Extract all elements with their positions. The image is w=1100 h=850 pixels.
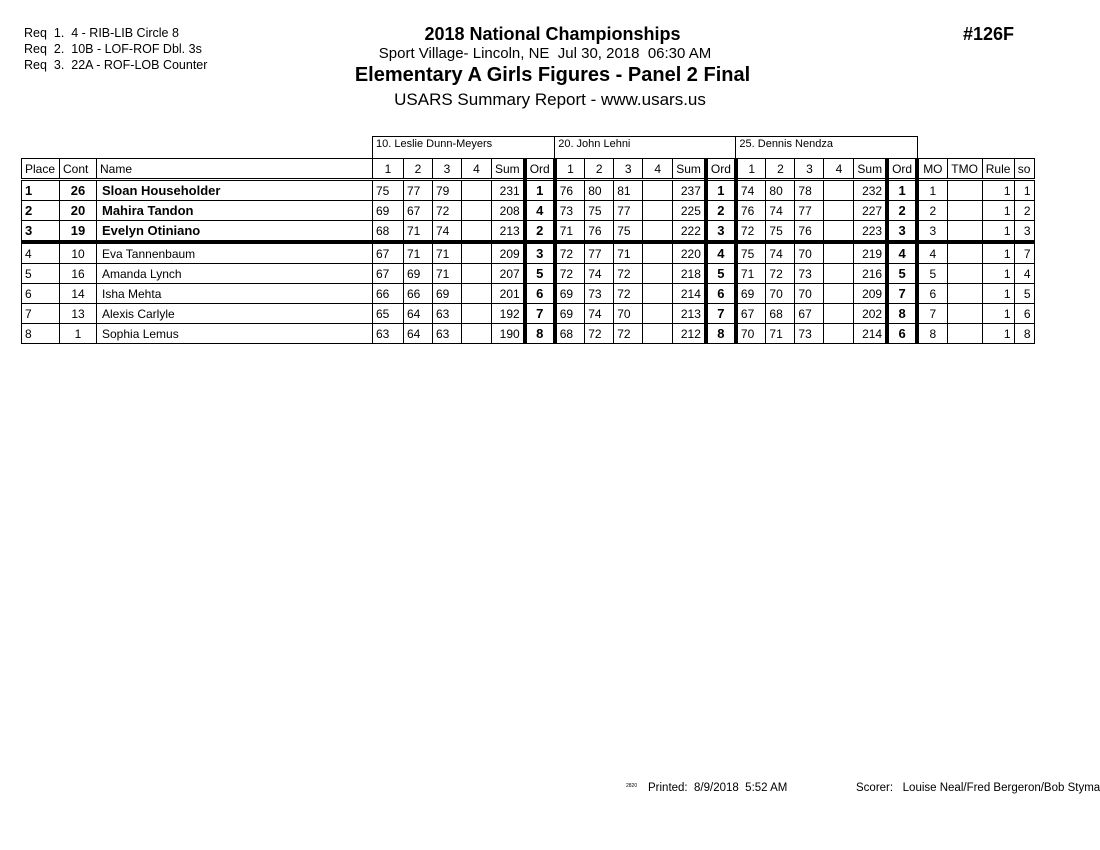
ordinal-cell: 6 — [525, 284, 555, 304]
place-cell: 4 — [22, 242, 60, 264]
score-cell: 74 — [766, 242, 795, 264]
name-cell: Isha Mehta — [97, 284, 373, 304]
score-cell: 80 — [766, 180, 795, 201]
score-cell: 63 — [373, 324, 404, 344]
score-cell: 71 — [433, 264, 462, 284]
place-cell: 7 — [22, 304, 60, 324]
scorer-names: Scorer: Louise Neal/Fred Bergeron/Bob Styma — [856, 782, 1100, 794]
score-cell — [462, 324, 492, 344]
ordinal-cell: 4 — [887, 242, 917, 264]
results-table — [21, 136, 1035, 344]
table-row — [22, 264, 1035, 284]
col-j1-ord: Ord — [525, 159, 555, 180]
judge-header-row — [22, 137, 1035, 159]
score-cell: 73 — [795, 324, 824, 344]
score-cell: 64 — [404, 324, 433, 344]
score-cell: 81 — [614, 180, 643, 201]
ordinal-cell: 1 — [887, 180, 917, 201]
ordinal-cell: 5 — [706, 264, 736, 284]
table-row — [22, 201, 1035, 221]
tmo-cell — [947, 264, 982, 284]
score-cell: 76 — [736, 201, 766, 221]
table-row — [22, 324, 1035, 344]
rule-cell: 1 — [982, 201, 1014, 221]
requirement-1: Req 1. 4 - RIB-LIB Circle 8 — [24, 26, 179, 40]
score-cell — [643, 324, 673, 344]
mo-cell: 1 — [917, 180, 947, 201]
ordinal-cell: 2 — [887, 201, 917, 221]
cont-cell: 1 — [60, 324, 97, 344]
col-j3-3: 3 — [795, 159, 824, 180]
col-cont: Cont — [60, 159, 97, 180]
score-cell: 77 — [614, 201, 643, 221]
ordinal-cell: 4 — [706, 242, 736, 264]
sum-cell: 192 — [492, 304, 525, 324]
report-subtitle: USARS Summary Report - www.usars.us — [394, 90, 706, 109]
col-rule: Rule — [982, 159, 1014, 180]
ordinal-cell: 1 — [525, 180, 555, 201]
score-cell: 76 — [555, 180, 585, 201]
col-j3-sum: Sum — [854, 159, 887, 180]
mo-cell: 6 — [917, 284, 947, 304]
so-cell: 3 — [1014, 221, 1034, 243]
score-cell — [643, 284, 673, 304]
col-mo: MO — [917, 159, 947, 180]
score-cell: 70 — [736, 324, 766, 344]
score-cell — [643, 221, 673, 243]
ordinal-cell: 8 — [525, 324, 555, 344]
table-row — [22, 304, 1035, 324]
tmo-cell — [947, 180, 982, 201]
sum-cell: 212 — [673, 324, 706, 344]
table-row — [22, 221, 1035, 243]
score-cell — [462, 304, 492, 324]
sum-cell: 220 — [673, 242, 706, 264]
rule-cell: 1 — [982, 242, 1014, 264]
col-j2-ord: Ord — [706, 159, 736, 180]
ordinal-cell: 3 — [706, 221, 736, 243]
rule-cell: 1 — [982, 304, 1014, 324]
cont-cell: 19 — [60, 221, 97, 243]
score-cell: 76 — [585, 221, 614, 243]
score-cell: 74 — [766, 201, 795, 221]
col-j2-3: 3 — [614, 159, 643, 180]
name-cell: Eva Tannenbaum — [97, 242, 373, 264]
col-j1-3: 3 — [433, 159, 462, 180]
tmo-cell — [947, 221, 982, 243]
col-j1-2: 2 — [404, 159, 433, 180]
score-cell — [824, 180, 854, 201]
score-cell: 70 — [614, 304, 643, 324]
competition-title: 2018 National Championships — [424, 24, 681, 44]
score-cell — [824, 284, 854, 304]
score-cell — [462, 284, 492, 304]
sum-cell: 214 — [673, 284, 706, 304]
col-j2-sum: Sum — [673, 159, 706, 180]
so-cell: 2 — [1014, 201, 1034, 221]
col-j1-4: 4 — [462, 159, 492, 180]
col-place: Place — [22, 159, 60, 180]
so-cell: 5 — [1014, 284, 1034, 304]
col-j3-ord: Ord — [887, 159, 917, 180]
score-cell: 78 — [795, 180, 824, 201]
sum-cell: 208 — [492, 201, 525, 221]
score-cell — [462, 221, 492, 243]
score-cell: 67 — [373, 242, 404, 264]
place-cell: 2 — [22, 201, 60, 221]
so-cell: 4 — [1014, 264, 1034, 284]
col-j2-1: 1 — [555, 159, 585, 180]
score-cell: 72 — [766, 264, 795, 284]
sum-cell: 201 — [492, 284, 525, 304]
judge-2-header: 20. John Lehni — [555, 137, 736, 159]
cont-cell: 14 — [60, 284, 97, 304]
ordinal-cell: 4 — [525, 201, 555, 221]
score-cell — [462, 264, 492, 284]
score-cell: 69 — [736, 284, 766, 304]
score-cell: 68 — [766, 304, 795, 324]
score-cell — [643, 242, 673, 264]
venue-date-line: Sport Village- Lincoln, NE Jul 30, 2018 06:30 AM — [378, 45, 712, 62]
score-cell: 80 — [585, 180, 614, 201]
score-cell: 72 — [555, 242, 585, 264]
ordinal-cell: 8 — [706, 324, 736, 344]
name-cell: Mahira Tandon — [97, 201, 373, 221]
sum-cell: 231 — [492, 180, 525, 201]
col-j3-4: 4 — [824, 159, 854, 180]
tmo-cell — [947, 324, 982, 344]
rule-cell: 1 — [982, 180, 1014, 201]
ordinal-cell: 1 — [706, 180, 736, 201]
ordinal-cell: 5 — [525, 264, 555, 284]
score-cell: 72 — [433, 201, 462, 221]
score-cell: 74 — [585, 304, 614, 324]
score-cell: 72 — [585, 324, 614, 344]
score-cell: 71 — [404, 242, 433, 264]
score-cell: 77 — [585, 242, 614, 264]
col-so: so — [1014, 159, 1034, 180]
col-j3-2: 2 — [766, 159, 795, 180]
sum-cell: 213 — [673, 304, 706, 324]
sum-cell: 190 — [492, 324, 525, 344]
score-cell: 71 — [404, 221, 433, 243]
place-cell: 1 — [22, 180, 60, 201]
score-cell: 72 — [614, 324, 643, 344]
score-cell: 70 — [766, 284, 795, 304]
table-row — [22, 180, 1035, 201]
printed-timestamp: Printed: 8/9/2018 5:52 AM — [648, 782, 788, 794]
score-cell: 66 — [373, 284, 404, 304]
score-cell: 73 — [795, 264, 824, 284]
score-cell — [643, 304, 673, 324]
name-cell: Sloan Householder — [97, 180, 373, 201]
mo-cell: 3 — [917, 221, 947, 243]
score-cell: 64 — [404, 304, 433, 324]
rule-cell: 1 — [982, 264, 1014, 284]
ordinal-cell: 2 — [525, 221, 555, 243]
so-cell: 7 — [1014, 242, 1034, 264]
ordinal-cell: 3 — [525, 242, 555, 264]
place-cell: 3 — [22, 221, 60, 243]
name-cell: Alexis Carlyle — [97, 304, 373, 324]
requirement-2: Req 2. 10B - LOF-ROF Dbl. 3s — [24, 42, 202, 56]
tmo-cell — [947, 304, 982, 324]
score-cell: 67 — [373, 264, 404, 284]
sum-cell: 232 — [854, 180, 887, 201]
score-cell: 73 — [555, 201, 585, 221]
score-cell: 75 — [373, 180, 404, 201]
score-cell: 72 — [555, 264, 585, 284]
rule-cell: 1 — [982, 221, 1014, 243]
cont-cell: 20 — [60, 201, 97, 221]
tmo-cell — [947, 242, 982, 264]
score-cell: 77 — [404, 180, 433, 201]
judge-3-header: 25. Dennis Nendza — [736, 137, 917, 159]
so-cell: 6 — [1014, 304, 1034, 324]
col-j1-sum: Sum — [492, 159, 525, 180]
score-cell — [643, 201, 673, 221]
score-cell — [824, 221, 854, 243]
score-cell: 67 — [404, 201, 433, 221]
score-cell: 69 — [555, 284, 585, 304]
score-cell: 75 — [614, 221, 643, 243]
score-cell: 71 — [555, 221, 585, 243]
ordinal-cell: 6 — [706, 284, 736, 304]
name-cell: Amanda Lynch — [97, 264, 373, 284]
mo-cell: 8 — [917, 324, 947, 344]
so-cell: 1 — [1014, 180, 1034, 201]
cont-cell: 26 — [60, 180, 97, 201]
sum-cell: 237 — [673, 180, 706, 201]
score-cell: 66 — [404, 284, 433, 304]
score-cell: 77 — [795, 201, 824, 221]
ordinal-cell: 2 — [706, 201, 736, 221]
mo-cell: 2 — [917, 201, 947, 221]
so-cell: 8 — [1014, 324, 1034, 344]
sum-cell: 218 — [673, 264, 706, 284]
sum-cell: 219 — [854, 242, 887, 264]
place-cell: 5 — [22, 264, 60, 284]
column-header-row — [22, 159, 1035, 180]
score-cell — [824, 264, 854, 284]
score-cell: 70 — [795, 242, 824, 264]
col-j2-2: 2 — [585, 159, 614, 180]
score-cell: 71 — [433, 242, 462, 264]
col-name: Name — [97, 159, 373, 180]
score-cell — [824, 242, 854, 264]
sum-cell: 227 — [854, 201, 887, 221]
sum-cell: 216 — [854, 264, 887, 284]
score-cell — [643, 264, 673, 284]
col-tmo: TMO — [947, 159, 982, 180]
score-cell: 76 — [795, 221, 824, 243]
mo-cell: 5 — [917, 264, 947, 284]
ordinal-cell: 3 — [887, 221, 917, 243]
col-j2-4: 4 — [643, 159, 673, 180]
col-j3-1: 1 — [736, 159, 766, 180]
sum-cell: 207 — [492, 264, 525, 284]
ordinal-cell: 8 — [887, 304, 917, 324]
score-cell: 68 — [555, 324, 585, 344]
score-cell — [462, 242, 492, 264]
score-cell: 69 — [555, 304, 585, 324]
score-cell: 69 — [373, 201, 404, 221]
score-cell: 75 — [585, 201, 614, 221]
score-cell: 74 — [736, 180, 766, 201]
score-cell: 63 — [433, 324, 462, 344]
score-cell: 75 — [736, 242, 766, 264]
score-cell: 74 — [585, 264, 614, 284]
mo-cell: 7 — [917, 304, 947, 324]
score-cell: 79 — [433, 180, 462, 201]
event-title: Elementary A Girls Figures - Panel 2 Final — [354, 64, 751, 86]
cont-cell: 13 — [60, 304, 97, 324]
score-cell: 70 — [795, 284, 824, 304]
sum-cell: 202 — [854, 304, 887, 324]
score-cell: 63 — [433, 304, 462, 324]
cont-cell: 10 — [60, 242, 97, 264]
place-cell: 8 — [22, 324, 60, 344]
score-cell: 68 — [373, 221, 404, 243]
score-cell — [824, 201, 854, 221]
score-cell — [462, 180, 492, 201]
tmo-cell — [947, 284, 982, 304]
sum-cell: 209 — [492, 242, 525, 264]
sum-cell: 214 — [854, 324, 887, 344]
score-cell — [643, 180, 673, 201]
score-cell: 67 — [736, 304, 766, 324]
score-cell: 71 — [614, 242, 643, 264]
ordinal-cell: 5 — [887, 264, 917, 284]
sum-cell: 225 — [673, 201, 706, 221]
name-cell: Sophia Lemus — [97, 324, 373, 344]
sum-cell: 213 — [492, 221, 525, 243]
score-cell: 71 — [736, 264, 766, 284]
ordinal-cell: 7 — [887, 284, 917, 304]
score-cell — [824, 324, 854, 344]
score-cell: 72 — [614, 284, 643, 304]
ordinal-cell: 6 — [887, 324, 917, 344]
mo-cell: 4 — [917, 242, 947, 264]
tmo-cell — [947, 201, 982, 221]
score-cell: 72 — [736, 221, 766, 243]
name-cell: Evelyn Otiniano — [97, 221, 373, 243]
score-cell: 75 — [766, 221, 795, 243]
score-cell: 72 — [614, 264, 643, 284]
event-number: #126F — [963, 24, 1015, 44]
sum-cell: 222 — [673, 221, 706, 243]
col-j1-1: 1 — [373, 159, 404, 180]
rule-cell: 1 — [982, 284, 1014, 304]
score-cell — [462, 201, 492, 221]
cont-cell: 16 — [60, 264, 97, 284]
table-row — [22, 242, 1035, 264]
requirement-3: Req 3. 22A - ROF-LOB Counter — [24, 58, 208, 72]
score-cell: 73 — [585, 284, 614, 304]
score-cell: 71 — [766, 324, 795, 344]
sum-cell: 209 — [854, 284, 887, 304]
score-cell: 67 — [795, 304, 824, 324]
table-row — [22, 284, 1035, 304]
ordinal-cell: 7 — [706, 304, 736, 324]
footer-mark: 2820 — [626, 783, 638, 789]
rule-cell: 1 — [982, 324, 1014, 344]
score-cell — [824, 304, 854, 324]
place-cell: 6 — [22, 284, 60, 304]
score-cell: 69 — [433, 284, 462, 304]
judge-1-header: 10. Leslie Dunn-Meyers — [373, 137, 555, 159]
score-cell: 74 — [433, 221, 462, 243]
sum-cell: 223 — [854, 221, 887, 243]
score-cell: 69 — [404, 264, 433, 284]
score-cell: 65 — [373, 304, 404, 324]
ordinal-cell: 7 — [525, 304, 555, 324]
